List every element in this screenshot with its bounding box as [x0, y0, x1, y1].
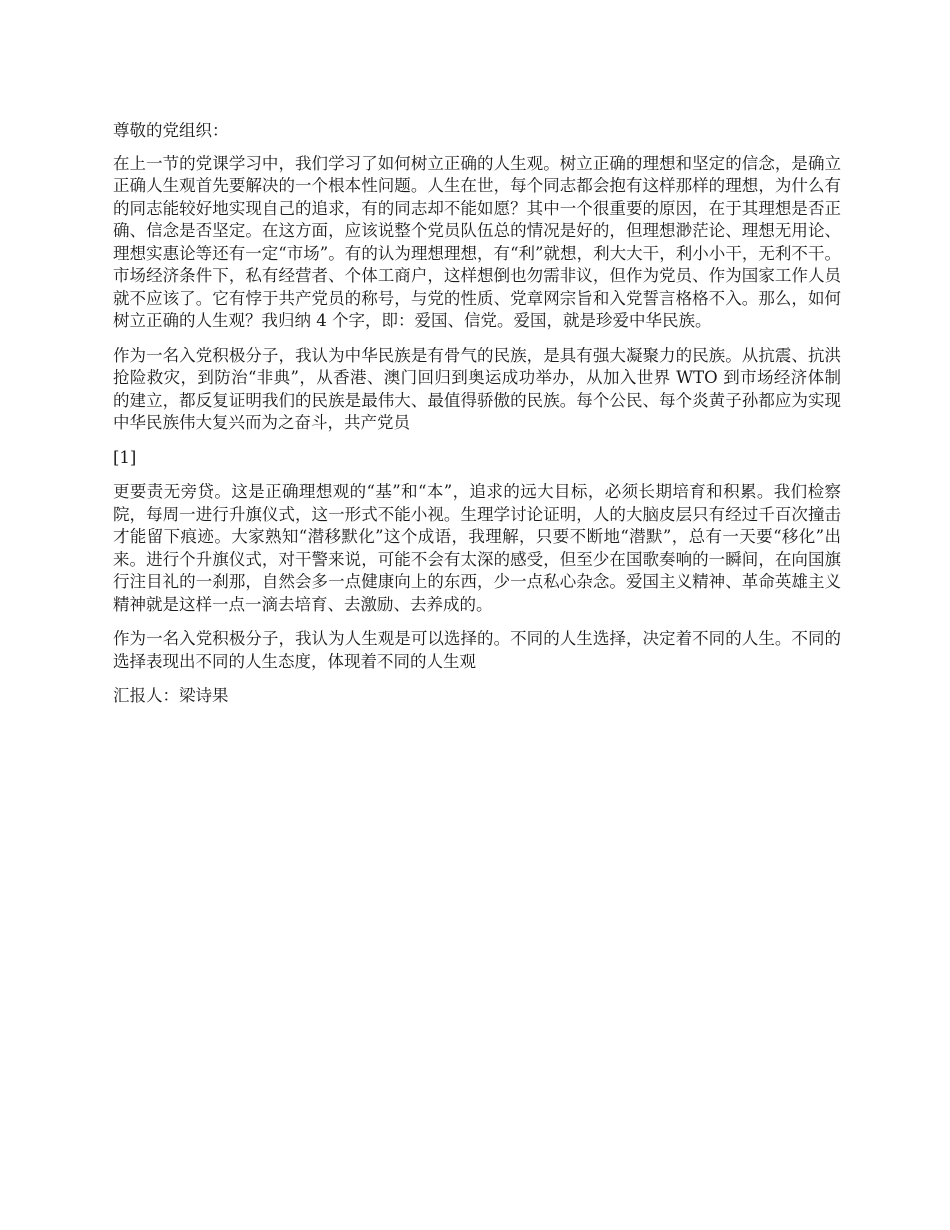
paragraph-2: 作为一名入党积极分子，我认为中华民族是有骨气的民族，是具有强大凝聚力的民族。从抗震、抗洪抢险救灾，到防治“非典”，从香港、澳门回归到奥运成功举办，从加入世界 WTO 到市场经济体制的建立，都反复证明我们的民族是最伟大、最值得骄傲的民族。每个公民、每个炎黄子孙都应为实现中华民族伟大复兴而为之奋斗，共产党员 [113, 345, 841, 432]
footnote-marker: [1] [113, 447, 137, 467]
paragraph-3: 更要责无旁贷。这是正确理想观的“基”和“本”，追求的远大目标，必须长期培育和积累。我们检察院，每周一进行升旗仪式，这一形式不能小视。生理学讨论证明，人的大脑皮层只有经过千百次撞击才能留下痕迹。大家熟知“潜移默化”这个成语，我理解，只要不断地“潜默”，总有一天要“移化”出来。进行个升旗仪式，对干警来说，可能不会有太深的感受，但至少在国歌奏响的一瞬间，在向国旗行注目礼的一刹那，自然会多一点健康向上的东西，少一点私心杂念。爱国主义精神、革命英雄主义精神就是这样一点一滴去培育、去激励、去养成的。 [113, 482, 841, 614]
paragraph-1: 在上一节的党课学习中，我们学习了如何树立正确的人生观。树立正确的理想和坚定的信念，是确立正确人生观首先要解决的一个根本性问题。人生在世，每个同志都会抱有这样那样的理想，为什么有的同志能较好地实现自己的追求，有的同志却不能如愿？其中一个很重要的原因，在于其理想是否正确、信念是否坚定。在这方面，应该说整个党员队伍总的情况是好的，但理想渺茫论、理想无用论、理想实惠论等还有一定“市场”。有的认为理想理想，有“利”就想，利大大干，利小小干，无利不干。市场经济条件下，私有经营者、个体工商户，这样想倒也勿需非议，但作为党员、作为国家工作人员就不应该了。它有悖于共产党员的称号，与党的性质、党章网宗旨和入党誓言格格不入。那么，如何树立正确的人生观？我归纳 4 个字，即：爱国、信党。爱国，就是珍爱中华民族。 [113, 153, 841, 330]
signature: 汇报人：梁诗果 [113, 686, 229, 705]
document-body [113, 120, 841, 720]
paragraph-4: 作为一名入党积极分子，我认为人生观是可以选择的。不同的人生选择，决定着不同的人生。不同的选择表现出不同的人生态度，体现着不同的人生观 [113, 629, 841, 671]
greeting: 尊敬的党组织： [113, 121, 229, 140]
